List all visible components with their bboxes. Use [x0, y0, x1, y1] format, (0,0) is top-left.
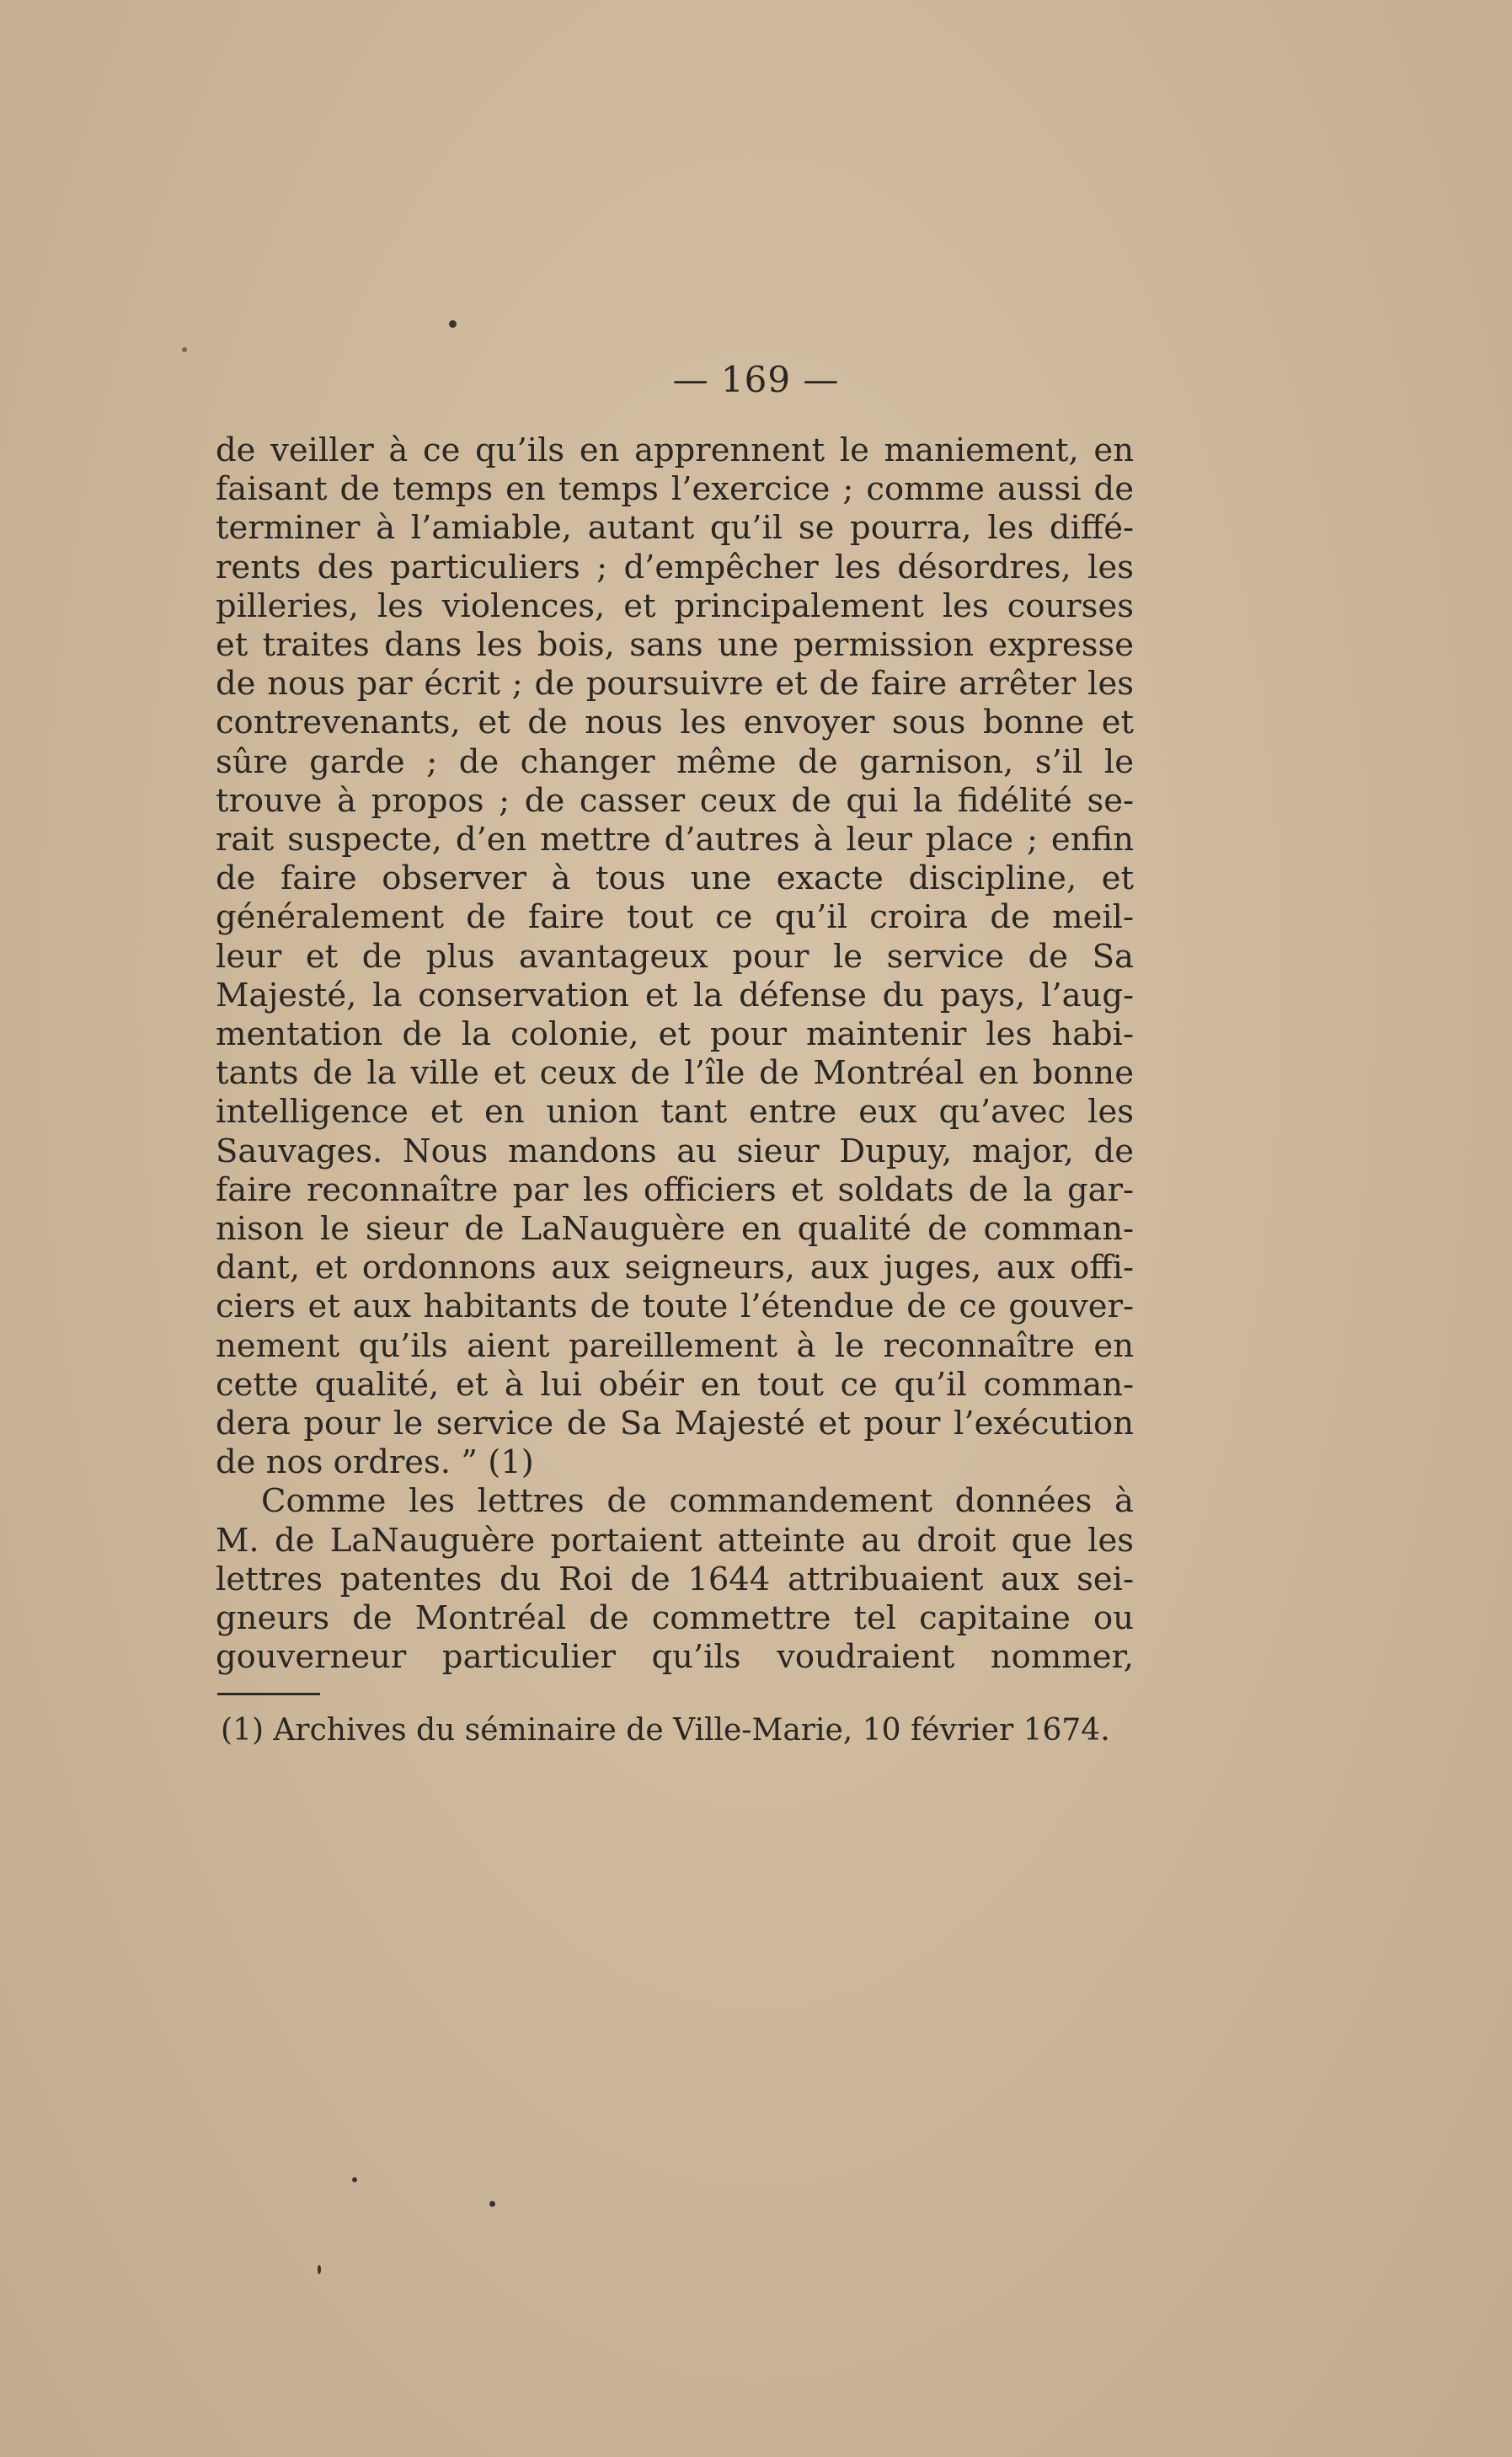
paper-speck [489, 2201, 495, 2207]
text-line: généralement de faire tout ce qu’il croira de meil- [216, 898, 1134, 937]
text-line: Sauvages. Nous mandons au sieur Dupuy, major, de [216, 1132, 1134, 1170]
text-line: trouve à propos ; de casser ceux de qui la fidélité se- [216, 781, 1134, 820]
text-line: Comme les lettres de commandement données à [261, 1482, 1134, 1521]
text-line: nement qu’ils aient pareillement à le reconnaître en [216, 1326, 1134, 1365]
text-line: terminer à l’amiable, autant qu’il se pourra, les diffé- [216, 509, 1134, 548]
paper-speck [318, 2265, 321, 2274]
text-line: de nous par écrit ; de poursuivre et de faire arrêter les [216, 665, 1134, 704]
text-line: contrevenants, et de nous les envoyer sous bonne et [216, 704, 1134, 742]
body-text [216, 431, 1134, 1678]
text-line: dera pour le service de Sa Majesté et pour l’exécution [216, 1405, 1134, 1443]
text-line: sûre garde ; de changer même de garnison, s’il le [216, 742, 1134, 781]
footnote-rule [217, 1693, 320, 1695]
text-line: nison le sieur de LaNauguère en qualité de comman- [216, 1210, 1134, 1249]
text-line: faire reconnaître par les officiers et soldats de la gar- [216, 1170, 1134, 1209]
page-number: — 169 — [672, 359, 840, 400]
text-line: cette qualité, et à lui obéir en tout ce qu’il comman- [216, 1365, 1134, 1404]
text-line: de nos ordres. ” (1) [216, 1443, 534, 1482]
text-line: M. de LaNauguère portaient atteinte au droit que les [216, 1521, 1134, 1560]
text-line: de faire observer à tous une exacte discipline, et [216, 859, 1134, 898]
text-line: de veiller à ce qu’ils en apprennent le maniement, en [216, 431, 1134, 469]
text-line: Majesté, la conservation et la défense du pays, l’aug- [216, 976, 1134, 1014]
text-line: rait suspecte, d’en mettre d’autres à leur place ; enfin [216, 821, 1134, 859]
text-line: gouverneur particulier qu’ils voudraient nommer, [216, 1638, 1134, 1677]
text-line: intelligence et en union tant entre eux qu’avec les [216, 1093, 1134, 1132]
text-line: dant, et ordonnons aux seigneurs, aux juges, aux offi- [216, 1249, 1134, 1287]
text-line: tants de la ville et ceux de l’île de Montréal en bonne [216, 1054, 1134, 1093]
text-line: pilleries, les violences, et principalement les courses [216, 586, 1134, 625]
paper-speck [182, 347, 187, 352]
paper-speck [352, 2177, 357, 2182]
text-line: rents des particuliers ; d’empêcher les désordres, les [216, 548, 1134, 586]
text-line: et traites dans les bois, sans une permission expresse [216, 626, 1134, 665]
footnote: (1) Archives du séminaire de Ville-Marie, 10 février 1674. [221, 1713, 1110, 1748]
text-line: leur et de plus avantageux pour le service de Sa [216, 937, 1134, 976]
paper-speck [449, 320, 457, 328]
text-line: mentation de la colonie, et pour maintenir les habi- [216, 1015, 1134, 1054]
text-line: faisant de temps en temps l’exercice ; comme aussi de [216, 470, 1134, 509]
text-line: ciers et aux habitants de toute l’étendue de ce gouver- [216, 1287, 1134, 1326]
text-line: gneurs de Montréal de commettre tel capitaine ou [216, 1599, 1134, 1638]
text-line: lettres patentes du Roi de 1644 attribuaient aux sei- [216, 1560, 1134, 1598]
